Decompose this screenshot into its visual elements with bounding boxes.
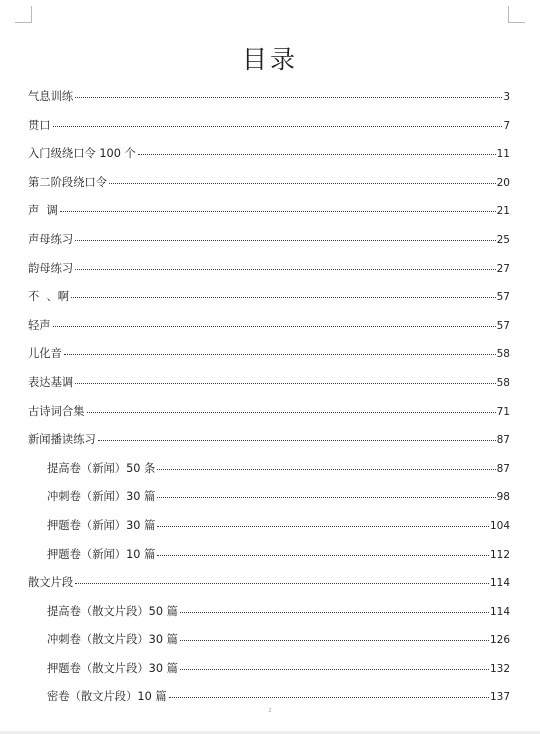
toc-dot-leader bbox=[180, 668, 489, 670]
toc-entry-page-number: 21 bbox=[496, 205, 510, 218]
toc-dot-leader bbox=[75, 96, 502, 98]
toc-entry-label: 入门级绕口令 100 个 bbox=[28, 147, 136, 161]
toc-entry-label: 轻声 bbox=[28, 318, 51, 332]
toc-entry-page-number: 87 bbox=[496, 434, 510, 447]
toc-entry-page-number: 3 bbox=[503, 91, 510, 103]
toc-dot-leader bbox=[75, 582, 489, 584]
toc-dot-leader bbox=[157, 554, 489, 556]
toc-entry-page-number: 57 bbox=[496, 319, 510, 332]
toc-entry[interactable] bbox=[28, 198, 510, 227]
toc-dot-leader bbox=[75, 268, 495, 270]
toc-dot-leader bbox=[71, 296, 496, 298]
toc-entry-label: 声母练习 bbox=[28, 232, 74, 246]
toc-entry-page-number: 58 bbox=[496, 376, 510, 389]
toc-dot-leader bbox=[75, 382, 495, 384]
toc-dot-leader bbox=[64, 353, 496, 355]
toc-entry-label: 提高卷（新闻）50 条 bbox=[47, 461, 156, 475]
crop-mark-top-left bbox=[15, 6, 32, 23]
toc-entry[interactable] bbox=[28, 399, 510, 428]
toc-dot-leader bbox=[75, 239, 495, 241]
toc-entry-label: 押题卷（新闻）10 篇 bbox=[47, 547, 156, 561]
toc-entry-page-number: 87 bbox=[496, 462, 510, 475]
page-title: 目录 bbox=[241, 45, 298, 74]
toc-entry-label: 儿化音 bbox=[28, 347, 62, 361]
toc-entry[interactable] bbox=[28, 313, 510, 342]
toc-entry-page-number: 114 bbox=[489, 577, 510, 590]
toc-entry[interactable] bbox=[28, 570, 510, 599]
toc-entry-label: 不 、啊 bbox=[28, 290, 70, 304]
toc-entry[interactable] bbox=[28, 141, 510, 170]
toc-entry-page-number: 11 bbox=[496, 148, 510, 161]
toc-entry-page-number: 20 bbox=[496, 176, 510, 189]
toc-entry-page-number: 137 bbox=[489, 691, 510, 704]
toc-entry-label: 散文片段 bbox=[28, 576, 74, 590]
toc-dot-leader bbox=[157, 496, 495, 498]
toc-entry[interactable] bbox=[28, 484, 510, 513]
toc-entry-label: 声 调 bbox=[28, 204, 58, 218]
toc-dot-leader bbox=[169, 696, 489, 698]
toc-entry[interactable] bbox=[28, 456, 510, 485]
crop-mark-top-right bbox=[508, 6, 525, 23]
toc-entry[interactable] bbox=[28, 227, 510, 256]
toc-entry-label: 密卷（散文片段）10 篇 bbox=[47, 690, 167, 704]
toc-dot-leader bbox=[157, 468, 495, 470]
toc-entry-label: 气息训练 bbox=[28, 90, 74, 103]
toc-dot-leader bbox=[60, 210, 496, 212]
toc-entry-page-number: 98 bbox=[496, 491, 510, 504]
toc-entry-label: 冲刺卷（散文片段）30 篇 bbox=[47, 633, 178, 647]
toc-entry-page-number: 25 bbox=[496, 233, 510, 246]
toc-entry[interactable] bbox=[28, 542, 510, 571]
toc-entry[interactable] bbox=[28, 284, 510, 313]
toc-entry[interactable] bbox=[28, 113, 510, 142]
toc-entry-page-number: 114 bbox=[489, 605, 510, 618]
toc-dot-leader bbox=[87, 411, 496, 413]
toc-dot-leader bbox=[53, 125, 503, 127]
toc-entry-label: 表达基调 bbox=[28, 375, 74, 389]
toc-entry-label: 第二阶段绕口令 bbox=[28, 175, 108, 189]
toc-entry-label: 押题卷（新闻）30 篇 bbox=[47, 518, 156, 532]
toc-entry[interactable] bbox=[28, 370, 510, 399]
toc-entry[interactable] bbox=[28, 599, 510, 628]
toc-dot-leader bbox=[180, 611, 489, 613]
toc-entry-page-number: 71 bbox=[496, 405, 510, 418]
toc-entry-page-number: 104 bbox=[489, 519, 510, 532]
toc-entry[interactable] bbox=[28, 84, 510, 113]
toc-entry[interactable] bbox=[28, 427, 510, 456]
table-of-contents bbox=[28, 84, 510, 713]
toc-dot-leader bbox=[138, 153, 496, 155]
toc-entry-page-number: 126 bbox=[489, 634, 510, 647]
toc-entry-label: 提高卷（散文片段）50 篇 bbox=[47, 604, 178, 618]
toc-entry-label: 冲刺卷（新闻）30 篇 bbox=[47, 490, 156, 504]
page-number: 2 bbox=[268, 708, 272, 714]
toc-dot-leader bbox=[157, 525, 489, 527]
toc-entry[interactable] bbox=[28, 513, 510, 542]
toc-dot-leader bbox=[109, 182, 496, 184]
toc-entry-page-number: 58 bbox=[496, 348, 510, 361]
toc-entry-label: 贯口 bbox=[28, 118, 51, 132]
toc-entry-label: 押题卷（散文片段）30 篇 bbox=[47, 661, 178, 675]
toc-entry-page-number: 112 bbox=[489, 548, 510, 561]
toc-entry-label: 新闻播读练习 bbox=[28, 433, 96, 447]
toc-entry[interactable] bbox=[28, 256, 510, 285]
toc-entry-page-number: 57 bbox=[496, 291, 510, 304]
toc-dot-leader bbox=[98, 439, 496, 441]
toc-entry-label: 古诗词合集 bbox=[28, 404, 85, 418]
toc-entry[interactable] bbox=[28, 341, 510, 370]
toc-dot-leader bbox=[53, 325, 496, 327]
toc-entry-page-number: 7 bbox=[503, 119, 510, 132]
toc-dot-leader bbox=[180, 639, 489, 641]
toc-entry[interactable] bbox=[28, 170, 510, 199]
toc-entry-page-number: 27 bbox=[496, 262, 510, 275]
toc-entry-label: 韵母练习 bbox=[28, 261, 74, 275]
toc-entry-page-number: 132 bbox=[489, 662, 510, 675]
toc-entry[interactable] bbox=[28, 656, 510, 685]
toc-entry[interactable] bbox=[28, 627, 510, 656]
